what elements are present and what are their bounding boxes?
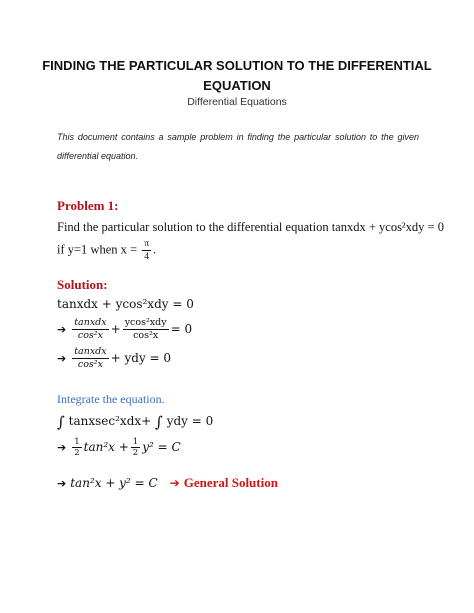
- document-title-line-1: FINDING THE PARTICULAR SOLUTION TO THE DIFFERENTIAL: [42, 58, 432, 73]
- bold-right-arrow-icon: ➔: [57, 323, 67, 336]
- integral-equation: [57, 413, 213, 431]
- problem-heading: Problem 1:: [57, 198, 119, 213]
- document-subtitle: Differential Equations: [187, 96, 287, 108]
- fraction-tanxdx-over-cos2x: [72, 317, 108, 342]
- fraction-ycos2xdy-over-cos2x: [123, 317, 169, 342]
- fraction-denominator: cos²x: [77, 359, 103, 370]
- fraction-denominator: 2: [74, 448, 80, 458]
- integral-sign: ∫: [155, 413, 163, 431]
- fraction-tanxdx-over-cos2x: [72, 346, 108, 371]
- equation-step-simplified: [57, 346, 171, 371]
- integrated-equation: [57, 437, 181, 458]
- intro-paragraph: This document contains a sample problem in finding the particular solution to the given differential equation.: [57, 132, 419, 161]
- solution-heading: Solution:: [57, 277, 108, 292]
- equation-original: tanxdx + ycos²xdy = 0: [57, 297, 194, 311]
- general-solution-equation: tan²x + y² = C: [70, 476, 158, 490]
- integrate-note: Integrate the equation.: [57, 392, 165, 406]
- problem-period: .: [152, 242, 157, 257]
- four-denominator: 4: [144, 252, 149, 262]
- integral-term-1: tanxsec²xdx+: [68, 414, 152, 428]
- problem-statement-line-1: [57, 220, 444, 235]
- general-solution-label: General Solution: [183, 475, 278, 490]
- integral-sign: ∫: [57, 413, 65, 431]
- fraction-numerator: ycos²xdy: [124, 317, 167, 328]
- problem-statement-text: Find the particular solution to the differential equation tanxdx + ycos²xdy = 0: [57, 220, 444, 234]
- equals-zero: = 0: [170, 322, 193, 336]
- fraction-numerator: 1: [74, 437, 80, 447]
- bold-right-arrow-icon: ➔: [57, 352, 67, 365]
- problem-condition-text: if y=1 when x =: [57, 242, 141, 257]
- fraction-numerator: tanxdx: [74, 317, 107, 328]
- general-solution-line: [57, 475, 278, 491]
- integrated-term-1: tan²x +: [83, 440, 129, 454]
- fraction-denominator: 2: [132, 448, 139, 458]
- integral-term-2: ydy = 0: [166, 414, 214, 428]
- fraction-numerator: 1: [132, 437, 139, 447]
- one-half-fraction: [131, 437, 140, 458]
- fraction-numerator: tanxdx: [74, 346, 107, 357]
- integrated-term-2: y² = C: [142, 440, 181, 454]
- equation-step-divide: [57, 317, 192, 342]
- problem-statement-line-2: [57, 238, 156, 263]
- bold-right-arrow-icon: ➔: [57, 441, 67, 454]
- pi-numerator: π: [144, 239, 149, 249]
- one-half-fraction: [72, 437, 81, 458]
- equation-rest: + ydy = 0: [110, 351, 172, 365]
- bold-right-arrow-icon: ➔: [57, 477, 67, 490]
- red-right-arrow-icon: ➔: [169, 476, 180, 490]
- fraction-denominator: cos²x: [77, 330, 103, 341]
- document-title-line-2: EQUATION: [203, 78, 271, 93]
- fraction-denominator: cos²x: [133, 330, 159, 341]
- plus-sign: +: [110, 322, 121, 336]
- pi-over-four-fraction: [142, 238, 151, 263]
